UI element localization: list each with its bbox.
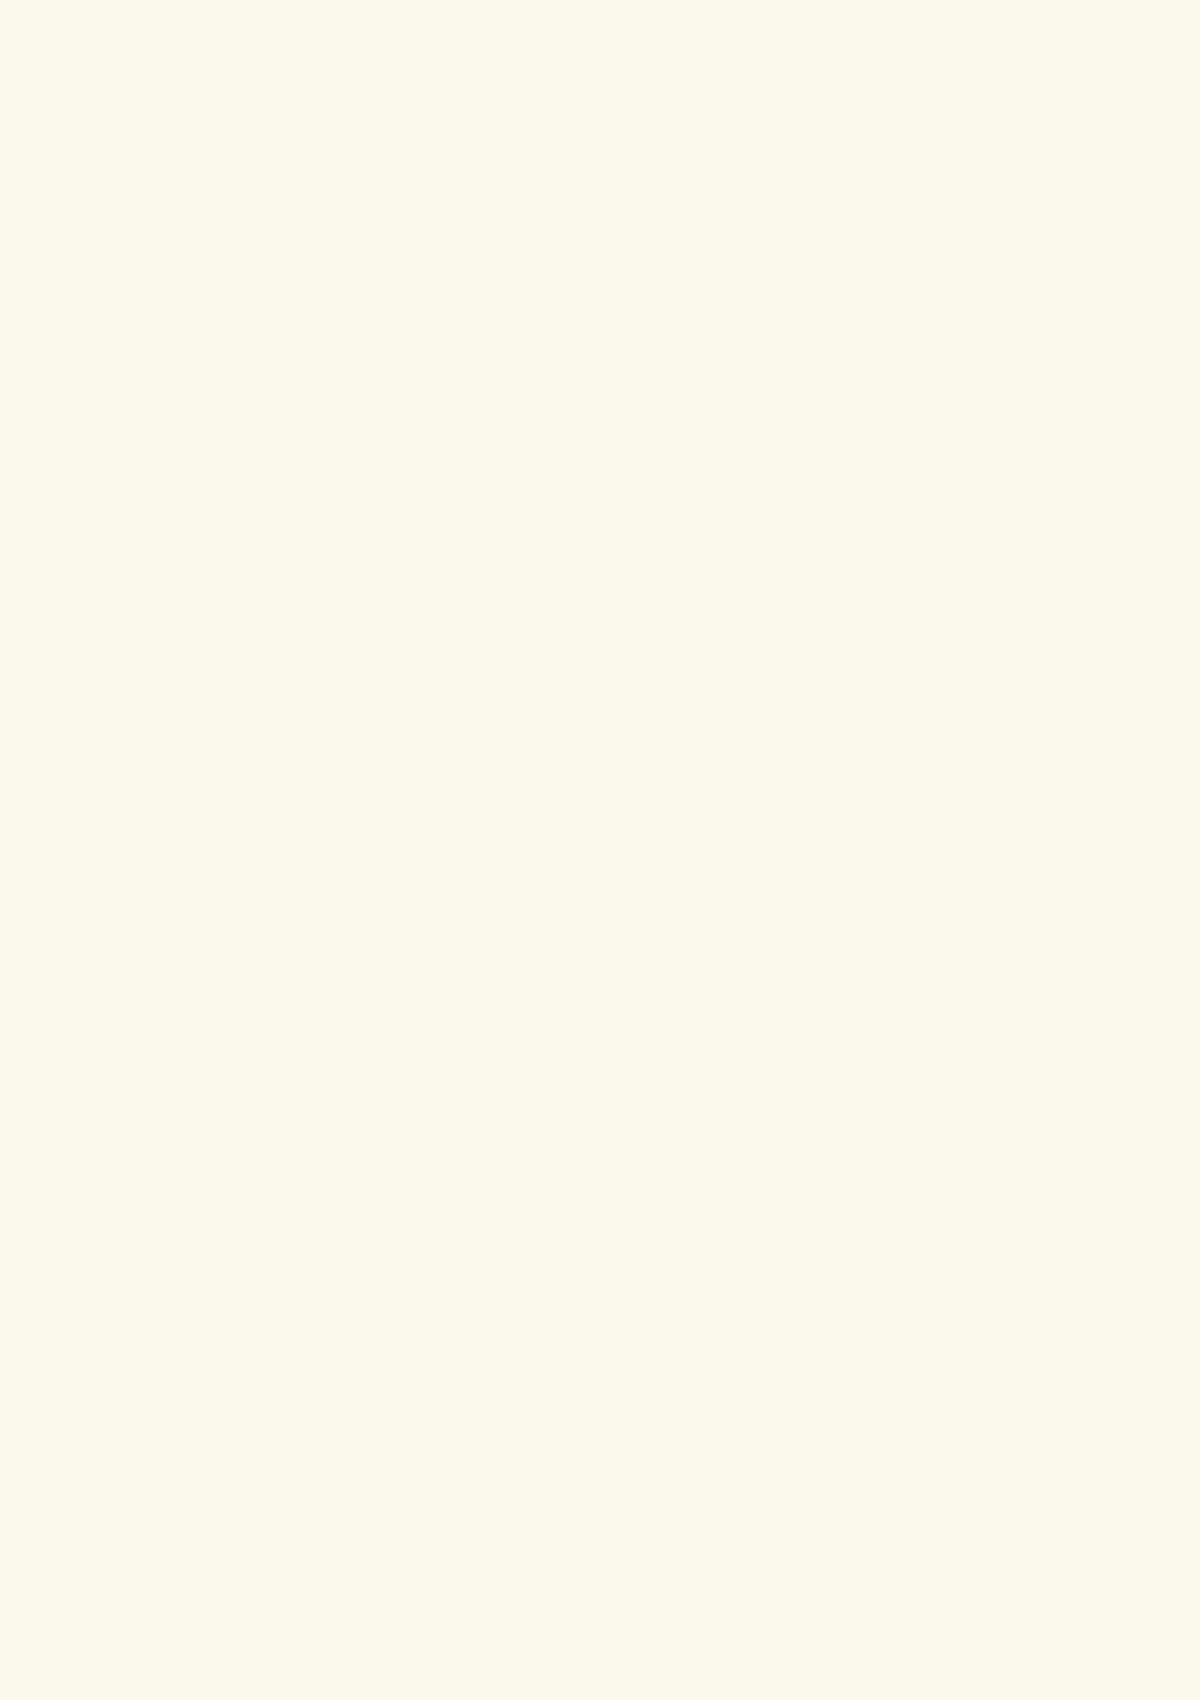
staff xyxy=(72,205,1152,301)
staff xyxy=(72,347,1152,443)
verses-block xyxy=(238,1082,1058,1120)
music-system-2 xyxy=(72,347,1152,467)
music-system-4 xyxy=(72,626,1152,746)
music-system-5 xyxy=(72,765,1152,885)
staff xyxy=(72,484,1152,580)
music-system-1 xyxy=(72,205,1152,325)
staff xyxy=(72,626,1152,722)
music-system-3 xyxy=(72,484,1152,604)
staff xyxy=(72,765,1152,861)
